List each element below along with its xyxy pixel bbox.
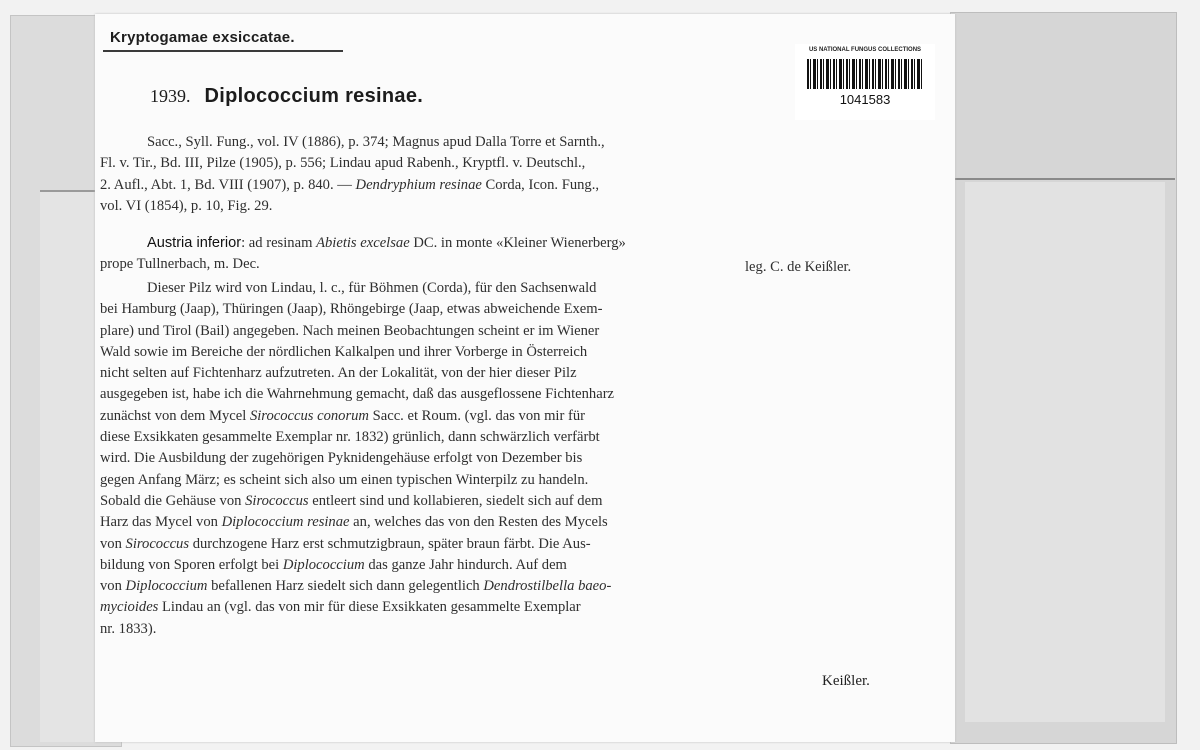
discussion-line: nr. 1833). <box>100 620 157 637</box>
references-block <box>100 132 935 217</box>
species-name: Diplococcium resinae. <box>204 85 424 107</box>
folder-right-lower <box>965 182 1165 722</box>
discussion-line: wird. Die Ausbildung der zugehörigen Pyknidengehäuse erfolgt von Dezember bis <box>100 450 583 467</box>
discussion-line: bildung von Sporen erfolgt bei Diplococcium das ganze Jahr hindurch. Auf dem <box>100 556 567 573</box>
reference-line: Fl. v. Tir., Bd. III, Pilze (1905), p. 556; Lindau apud Rabenh., Kryptfl. v. Deutschl., <box>100 155 586 172</box>
discussion-line: mycioides Lindau an (vgl. das von mir für diese Exsikkaten gesammelte Exemplar <box>100 599 581 616</box>
discussion-line: Dieser Pilz wird von Lindau, l. c., für Böhmen (Corda), für den Sachsenwald <box>147 280 597 296</box>
series-title-underline <box>103 50 343 52</box>
barcode-sticker <box>795 44 935 120</box>
reference-line: 2. Aufl., Abt. 1, Bd. VIII (1907), p. 840. — Dendryphium resinae Corda, Icon. Fung., <box>100 176 600 193</box>
discussion-line: von Diplococcium befallenen Harz siedelt sich dann gelegentlich Dendrostilbella baeo- <box>100 578 612 595</box>
entry-number: 1939. <box>150 86 191 106</box>
barcode-icon <box>807 59 923 89</box>
folder-right-fold-line <box>950 178 1175 180</box>
discussion-line: Harz das Mycel von Diplococcium resinae an, welches das von den Resten des Mycels <box>100 514 608 531</box>
barcode-institution: US NATIONAL FUNGUS COLLECTIONS <box>808 47 922 53</box>
reference-line: vol. VI (1854), p. 10, Fig. 29. <box>100 197 273 214</box>
discussion-line: Sobald die Gehäuse von Sirococcus entleert sind und kollabieren, siedelt sich auf dem <box>100 492 603 509</box>
synonym-name: Dendryphium resinae <box>355 176 482 193</box>
host-name: Abietis excelsae <box>316 235 410 251</box>
reference-line: Sacc., Syll. Fung., vol. IV (1886), p. 374; Magnus apud Dalla Torre et Sarnth., <box>147 134 605 150</box>
author-signature: Keißler. <box>822 673 870 689</box>
discussion-line: von Sirococcus durchzogene Harz erst schmutzigbraun, später braun färbt. Die Aus- <box>100 535 591 552</box>
locality-line: prope Tullnerbach, m. Dec. <box>100 256 260 273</box>
discussion-block <box>100 278 935 640</box>
entry-heading <box>150 85 423 108</box>
discussion-line: zunächst von dem Mycel Sirococcus conorum Sacc. et Roum. (vgl. das von mir für <box>100 407 586 424</box>
discussion-line: nicht selten auf Fichtenharz aufzutreten. An der Lokalität, von der hier dieser Pilz <box>100 365 577 382</box>
discussion-line: ausgegeben ist, habe ich die Wahrnehmung gemacht, daß das ausgeflossene Fichtenharz <box>100 386 615 403</box>
locality-line: Austria inferior: ad resinam Abietis excelsae DC. in monte «Kleiner Wienerberg» <box>147 235 626 251</box>
locality-region: Austria inferior <box>147 235 242 251</box>
discussion-line: Wald sowie im Bereiche der nördlichen Kalkalpen und ihrer Vorberge in Österreich <box>100 343 588 360</box>
series-title: Kryptogamae exsiccatae. <box>110 29 295 46</box>
discussion-line: gegen Anfang März; es scheint sich also um einen typischen Winterpilz zu handeln. <box>100 471 589 488</box>
discussion-line: diese Exsikkaten gesammelte Exemplar nr. 1832) grünlich, dann schwärzlich verfärbt <box>100 429 600 446</box>
discussion-line: bei Hamburg (Jaap), Thüringen (Jaap), Rhöngebirge (Jaap, etwas abweichende Exem- <box>100 301 603 318</box>
collector: leg. C. de Keißler. <box>745 259 852 275</box>
barcode-number: 1041583 <box>839 92 891 107</box>
discussion-line: plare) und Tirol (Bail) angegeben. Nach meinen Beobachtungen scheint er im Wiener <box>100 322 600 339</box>
